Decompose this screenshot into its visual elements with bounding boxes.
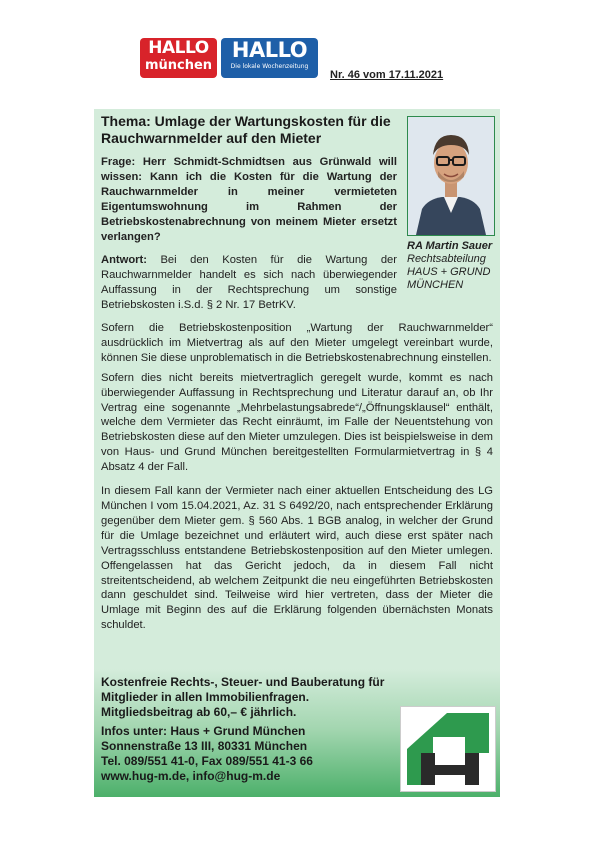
article-paragraph: In diesem Fall kann der Vermieter nach einer aktuellen Entscheidung des LG München I vom 15.04.2021, Az. 31 S 6492/20, nach entsprechender Erklärung gegenüber dem Mieter gem. § 560 Abs. 1 BGB analog, in welcher der Grund für die Umlage bezeichnet und erläutert wird, auch diese erst später nach Vertragsschluss entstandene Betriebskostenposition auf den Mieter umlegen. Offengelassen hat das Gericht jedoch, da in diesem Fall nicht streitentscheidend, ab welchem Zeitpunkt die neu eingeführten Betriebskosten dann geschuldet sind. Teilweise wird hier vertreten, dass der Mieter die Umlage mit Beginn des auf die Erklärung folgenden übernächsten Monats schuldet.	[101, 485, 493, 632]
article-paragraph: Sofern dies nicht bereits mietvertraglich geregelt wurde, kommt es nach überwiegender Auffassung in Rechtsprechung und Literatur darauf an, ob Ihr Vertrag eine sogenannte „Mehrbelastungsabrede“/„Öffnungsklausel“ enthält, welche dem Vermieter das Recht einräumt, im Falle der Neuentstehung von Betriebskosten diese auf den Mieter umzulegen. Dies ist beispielsweise in dem von Haus- und Grund München bereitgestellten Formularmietvertrag in § 4 Absatz 4 der Fall.	[101, 371, 493, 474]
author-caption	[407, 240, 497, 292]
answer-text	[101, 253, 397, 313]
info-line: Infos unter: Haus + Grund München	[101, 724, 306, 738]
article-box	[94, 109, 500, 797]
question-text: Frage: Herr Schmidt-Schmidtsen aus Grünwald will wissen: Kann ich die Kosten für die Wartung der Rauchwarnmelder in meiner vermieteten Eigentumswohnung im Rahmen der Betriebskostenabrechnung von meinem Mieter ersetzt verlangen?	[101, 156, 397, 243]
author-org-line2: MÜNCHEN	[407, 279, 464, 291]
web-line: www.hug-m.de, info@hug-m.de	[101, 769, 281, 783]
haus-grund-logo	[400, 706, 496, 792]
author-org-line1: HAUS + GRUND	[407, 266, 491, 278]
answer-label: Antwort:	[101, 254, 147, 266]
article-title: Thema: Umlage der Wartungskosten für die Rauchwarnmelder auf den Mieter	[101, 113, 391, 146]
promo-line-1: Kostenfreie Rechts-, Steuer- und Bauberatung für Mitglieder in allen Immobilienfragen.	[101, 675, 385, 704]
author-portrait-image	[408, 117, 494, 235]
issue-date: Nr. 46 vom 17.11.2021	[330, 69, 444, 81]
hallo-logo-tagline: Die lokale Wochenzeitung	[230, 63, 309, 70]
phone-line: Tel. 089/551 41-0, Fax 089/551 41-3 66	[101, 754, 313, 768]
answer-body: Bei den Kosten für die Wartung der Rauchwarnmelder handelt es sich nach überwiegender Auffassung in der Rechtsprechung um sonstige Betriebskosten i.S.d. § 2 Nr. 17 BetrKV.	[101, 254, 397, 311]
article-paragraph: Sofern die Betriebskostenposition „Wartung der Rauchwarnmelder“ ausdrücklich im Mietvertrag als auf den Mieter umgelegt vereinbart wurde, können Sie diese unproblematisch in die Betriebskostenabrechnung einstellen.	[101, 322, 493, 364]
address-line: Sonnenstraße 13 III, 80331 München	[101, 739, 308, 753]
haus-grund-house-icon	[401, 707, 495, 791]
author-photo	[407, 116, 495, 236]
hallo-logo-top: HALLO	[231, 38, 308, 62]
hallo-muenchen-logo	[140, 38, 217, 78]
promo-footer	[101, 675, 391, 784]
author-department: Rechtsabteilung	[407, 253, 486, 265]
hallo-muenchen-logo-top: HALLO	[148, 38, 209, 58]
promo-line-2: Mitgliedsbeitrag ab 60,– € jährlich.	[101, 705, 297, 719]
hallo-logo	[221, 38, 318, 78]
hallo-muenchen-logo-bottom: münchen	[144, 58, 213, 73]
author-name: RA Martin Sauer	[407, 240, 493, 252]
